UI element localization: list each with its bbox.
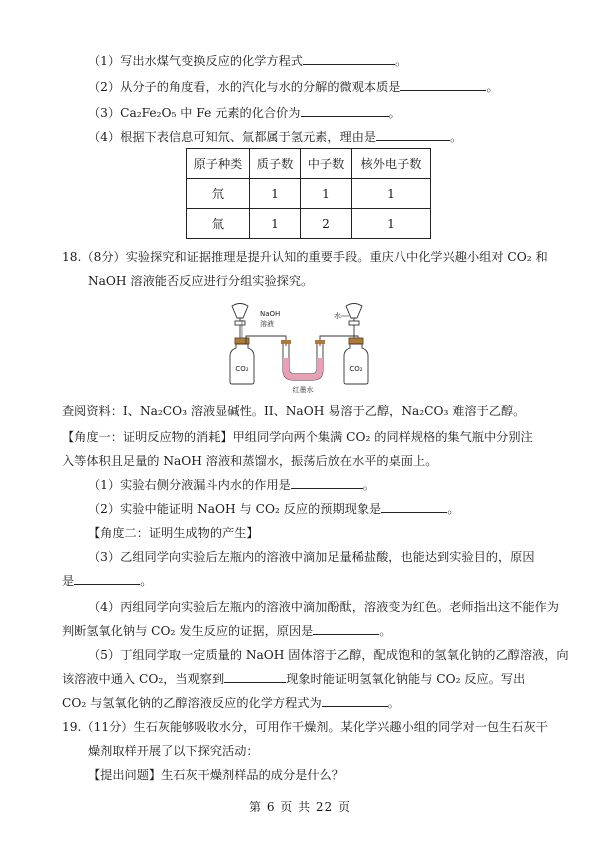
right-gas-bottle <box>344 338 368 384</box>
q17-part1: （1）写出水煤气变换反应的化学方程式 。 <box>88 54 408 68</box>
table-cell: 2 <box>301 209 352 239</box>
red-ink-label: 红墨水 <box>292 386 314 394</box>
isotope-table <box>186 148 431 239</box>
q18-reference-info: 查阅资料：I、Na₂CO₃ 溶液显碱性。II、NaOH 易溶于乙醇，Na₂CO₃ 难溶于乙醇。 <box>62 404 526 418</box>
left-connecting-tube <box>246 336 286 346</box>
table-cell: 1 <box>352 179 431 209</box>
q17-part4: （4）根据下表信息可知氘、氚都属于氢元素，理由是 。 <box>88 130 463 144</box>
u-tube <box>281 340 325 380</box>
q18-sub5-line2: 该溶液中通入 CO₂，当观察到 现象时能证明氢氧化钠能与 CO₂ 反应。写出 <box>62 672 526 686</box>
naoh-solution-label: 溶液 <box>260 320 274 328</box>
q18-angle2-heading: 【角度二：证明生成物的产生】 <box>88 526 259 540</box>
left-separatory-funnel <box>232 304 248 341</box>
left-gas-bottle <box>230 338 254 384</box>
q19-question: 【提出问题】生石灰干燥剂样品的成分是什么？ <box>88 768 344 782</box>
table-header-row <box>187 149 431 179</box>
q18-angle1-line2: 入等体积且足量的 NaOH 溶液和蒸馏水，振荡后放在水平的桌面上。 <box>62 454 438 468</box>
q18-intro-line1: 18.（8分）实验探究和证据推理是提升认知的重要手段。重庆八中化学兴趣小组对 CO₂ 和 <box>62 250 548 264</box>
q18-sub1: （1）实验右侧分液漏斗内水的作用是 。 <box>88 478 375 492</box>
table-cell: 氚 <box>187 209 250 239</box>
q19-intro-line2: 燥剂取样开展了以下探究活动： <box>88 744 259 758</box>
q18-sub2: （2）实验中能证明 NaOH 与 CO₂ 反应的预期现象是 。 <box>88 502 460 516</box>
q18-angle1-line1: 【角度一：证明反应物的消耗】甲组同学向两个集满 CO₂ 的同样规格的集气瓶中分别注 <box>62 430 533 444</box>
table-header: 中子数 <box>301 149 352 179</box>
table-cell: 1 <box>250 209 301 239</box>
co2-naoh-apparatus-diagram <box>220 296 390 396</box>
q18-sub4-line1: （4）丙组同学向实验后左瓶内的溶液中滴加酚酞，溶液变为红色。老师指出这不能作为 <box>88 600 559 614</box>
right-bottle-co2-label: CO₂ <box>349 365 363 373</box>
table-header: 原子种类 <box>187 149 250 179</box>
q19-intro-line1: 19.（11分）生石灰能够吸收水分，可用作干燥剂。某化学兴趣小组的同学对一包生石灰干 <box>62 720 548 734</box>
table-row <box>187 179 431 209</box>
q18-sub5-line1: （5）丁组同学取一定质量的 NaOH 固体溶于乙醇，配成饱和的氢氧化钠的乙醇溶液，向 <box>88 648 569 662</box>
q17-part3: （3）Ca₂Fe₂O₅ 中 Fe 元素的化合价为 。 <box>88 106 401 120</box>
table-header: 质子数 <box>250 149 301 179</box>
page-footer: 第 6 页 共 22 页 <box>249 800 351 814</box>
q18-sub4-line2: 判断氢氧化钠与 CO₂ 发生反应的证据，原因是 。 <box>62 624 392 638</box>
table-cell: 1 <box>352 209 431 239</box>
water-label: 水 <box>334 312 341 320</box>
q18-sub3-line2: 是 。 <box>62 574 153 588</box>
table-cell: 1 <box>301 179 352 209</box>
q18-sub3-line1: （3）乙组同学向实验后左瓶内的溶液中滴加足量稀盐酸，也能达到实验目的，原因 <box>88 550 535 564</box>
table-header: 核外电子数 <box>352 149 431 179</box>
table-cell: 1 <box>250 179 301 209</box>
q18-sub5-line3: CO₂ 与氢氧化钠的乙醇溶液反应的化学方程式为 。 <box>62 696 400 710</box>
q17-part2: （2）从分子的角度看，水的汽化与水的分解的微观本质是 。 <box>88 80 499 94</box>
table-row <box>187 209 431 239</box>
naoh-label: NaOH <box>260 310 281 318</box>
left-bottle-co2-label: CO₂ <box>235 365 249 373</box>
q18-intro-line2: NaOH 溶液能否反应进行分组实验探究。 <box>88 274 314 288</box>
table-cell: 氘 <box>187 179 250 209</box>
right-separatory-funnel <box>346 304 362 341</box>
